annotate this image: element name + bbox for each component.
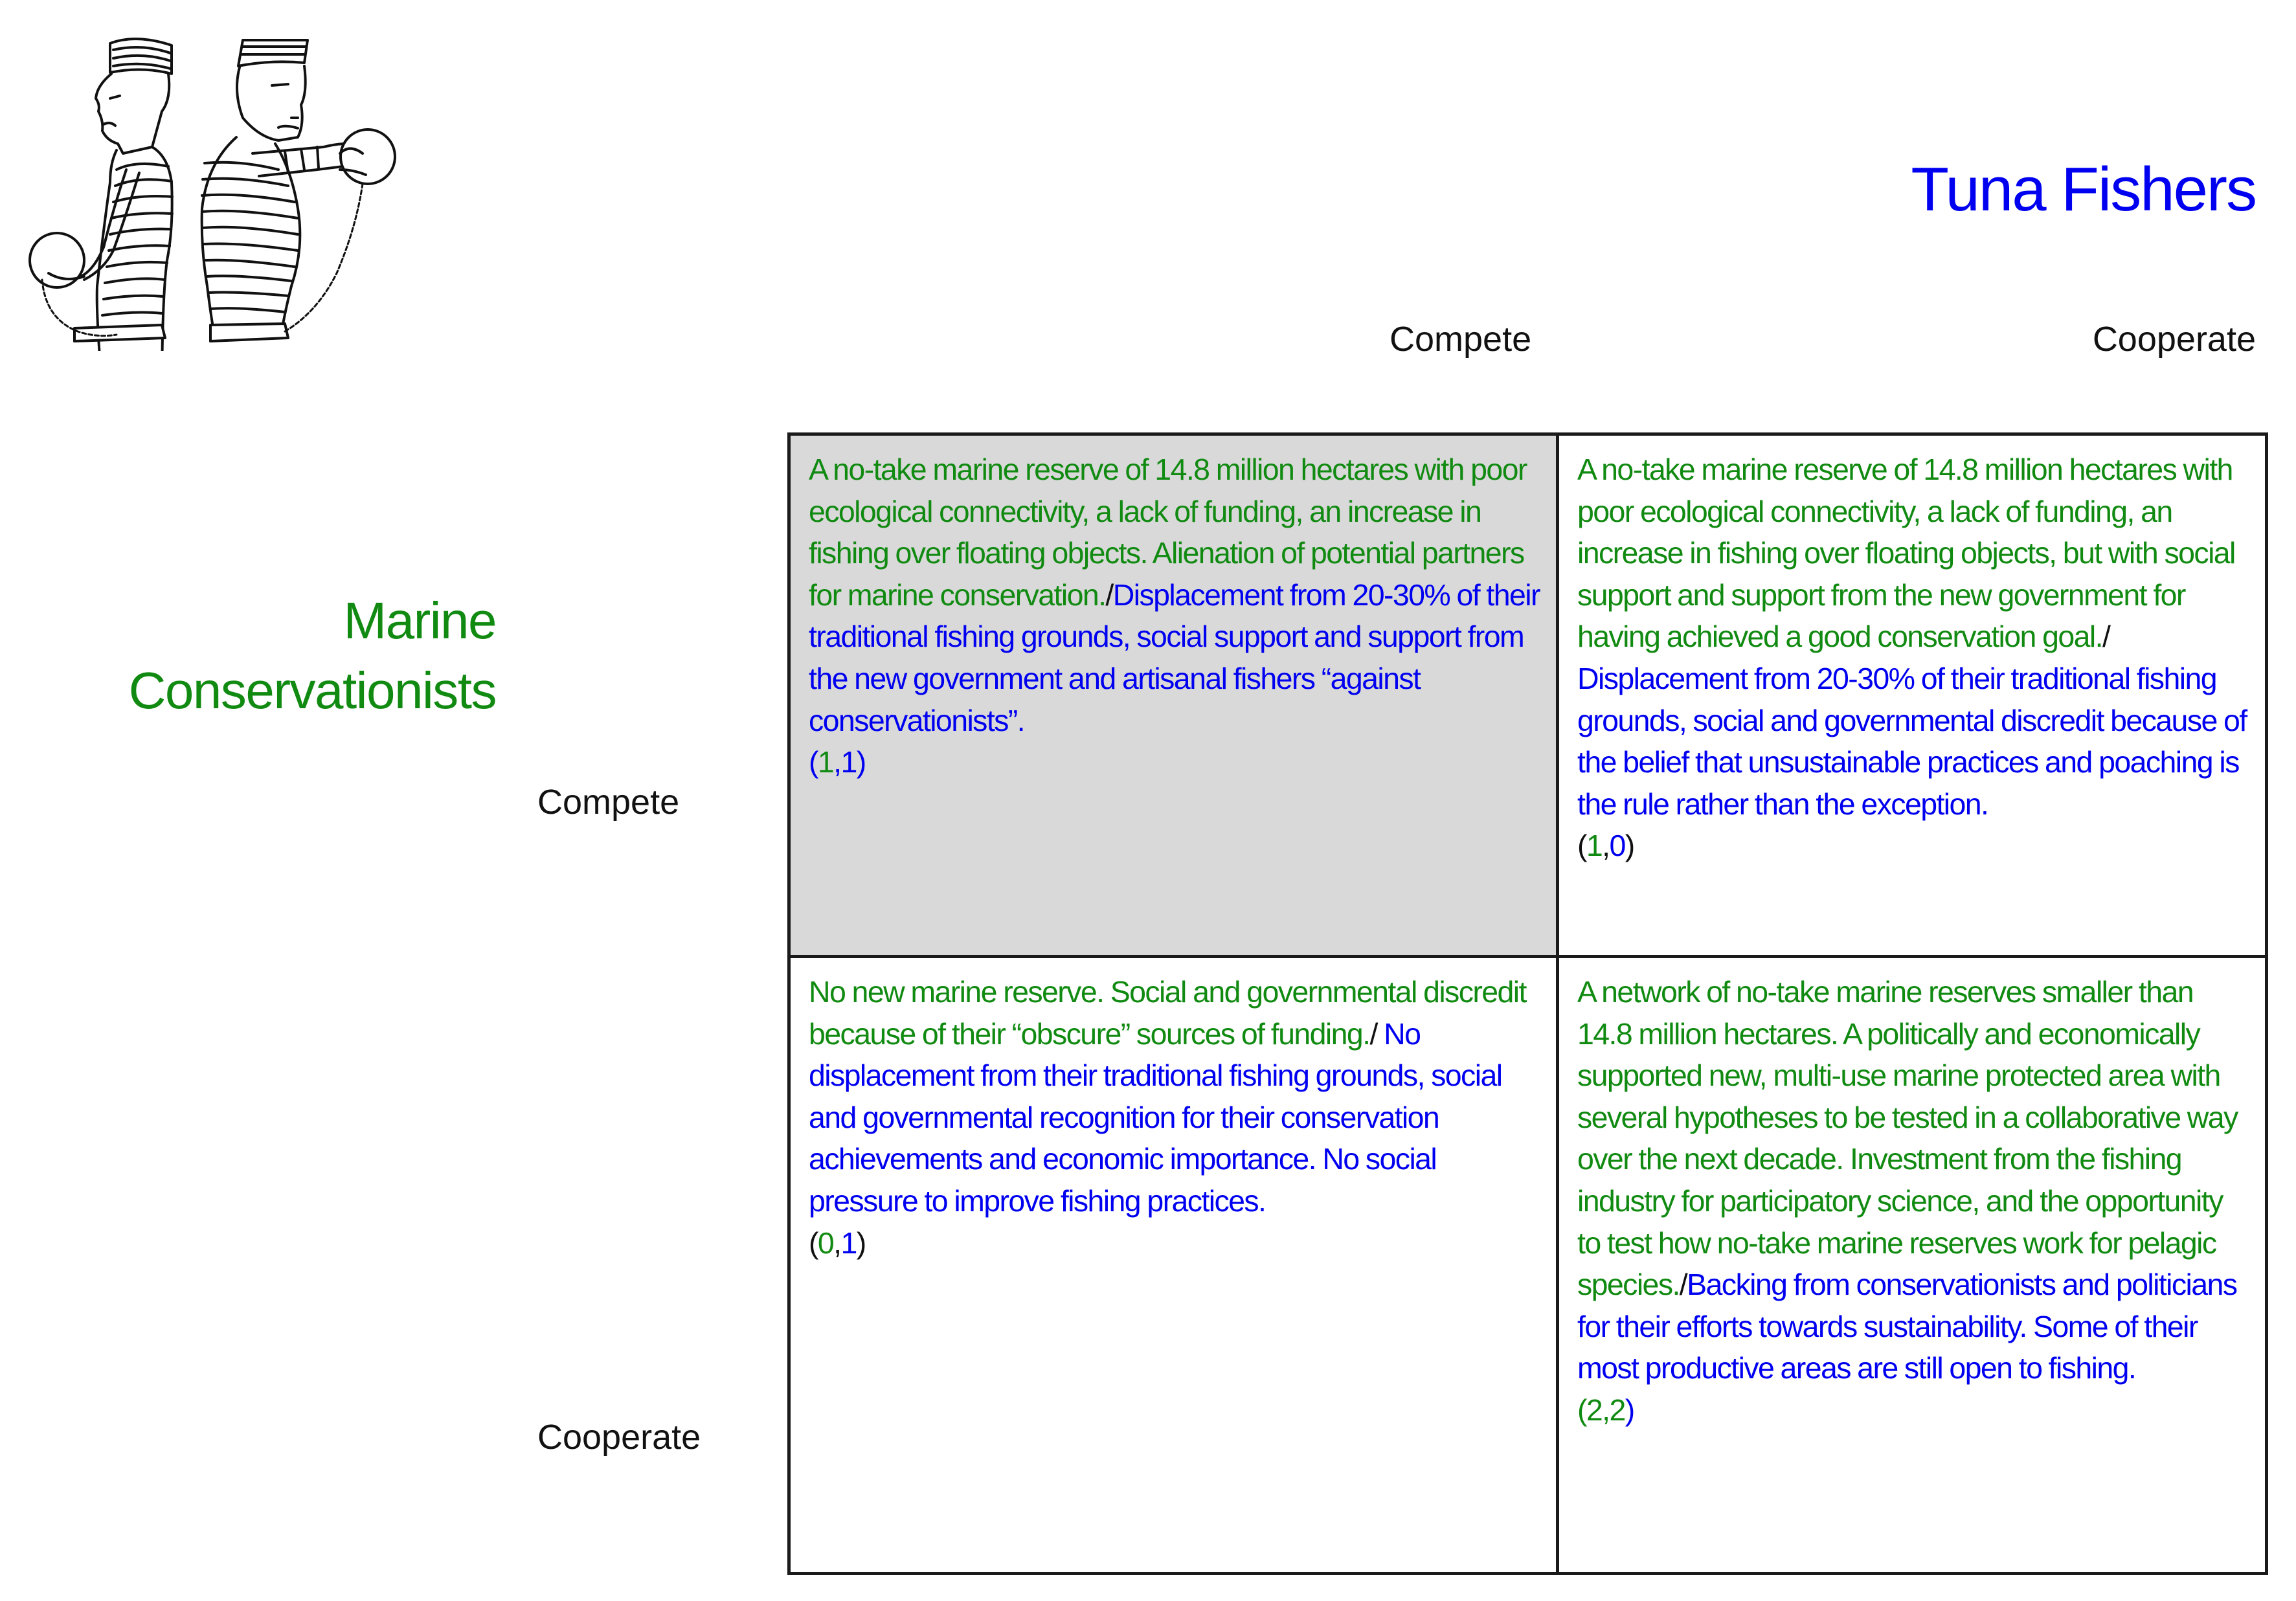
column-player-title: Tuna Fishers xyxy=(1911,155,2256,224)
conservationists-outcome: No new marine reserve. Social and governmental discredit because of their “obscure” sources of funding. xyxy=(809,975,1526,1051)
payoff-fishers: 1 xyxy=(840,1226,857,1260)
left-prisoner-figure xyxy=(30,39,172,351)
prisoners-illustration xyxy=(13,14,401,351)
payoff-open-paren: ( xyxy=(1577,829,1586,863)
fishers-outcome: Backing from conservationists and politicians for their efforts towards sustainability. Some of their most productive areas are still open to fishing. xyxy=(1577,1268,2237,1385)
fishers-outcome: Displacement from 20-30% of their traditional fishing grounds, social support and support from the new government and artisanal fishers “against conservationists”. xyxy=(809,577,1540,737)
payoff-value xyxy=(1577,825,2251,867)
cell-cooperate-cooperate xyxy=(1559,958,2265,1572)
payoff-fishers: 1 xyxy=(840,745,857,779)
column-label-cooperate: Cooperate xyxy=(2092,320,2256,359)
row-label-cooperate: Cooperate xyxy=(537,1418,701,1457)
payoff-comma: , xyxy=(833,1226,841,1260)
row-label-compete: Compete xyxy=(537,783,680,822)
payoff-value xyxy=(809,1222,1542,1264)
payoff-close-paren: ) xyxy=(1625,829,1634,863)
prisoners-icon xyxy=(13,14,401,351)
payoff-comma: , xyxy=(1602,1393,1610,1427)
payoff-open-paren: ( xyxy=(809,1226,818,1260)
outcome-separator: / xyxy=(1369,1016,1377,1051)
payoff-fishers: 0 xyxy=(1609,829,1625,863)
conservationists-outcome: A no-take marine reserve of 14.8 million hectares with poor ecological connectivity, a lack of funding, an increase in fishing over floating objects. Alienation of potential partners for marine conservation. xyxy=(809,453,1527,612)
cell-compete-cooperate xyxy=(1559,436,2265,958)
cell-cooperate-compete xyxy=(791,958,1559,1572)
conservationists-outcome: A no-take marine reserve of 14.8 million hectares with poor ecological connectivity, a lack of funding, an increase in fishing over floating objects, but with social support and support from the new government for having achieved a good conservation goal. xyxy=(1577,453,2235,654)
payoff-conservationists: 1 xyxy=(817,745,834,779)
payoff-open-paren: ( xyxy=(809,745,818,779)
payoff-open-paren: ( xyxy=(1577,1393,1586,1427)
right-prisoner-figure xyxy=(202,40,395,341)
row-player-title-text: Marine Conservationists xyxy=(128,592,496,719)
fishers-outcome: No displacement from their traditional fishing grounds, social and governmental recognition for their conservation achievements and economic importance. No social pressure to improve fishing practices. xyxy=(809,1016,1502,1218)
payoff-conservationists: 1 xyxy=(1586,829,1603,863)
outcome-separator: / xyxy=(1105,577,1113,612)
column-label-compete: Compete xyxy=(1390,320,1532,359)
payoff-conservationists: 2 xyxy=(1586,1393,1603,1427)
payoff-close-paren: ) xyxy=(1625,1393,1634,1427)
payoff-fishers: 2 xyxy=(1609,1393,1625,1427)
payoff-comma: , xyxy=(1602,829,1610,863)
payoff-matrix xyxy=(787,432,2268,1575)
cell-compete-compete xyxy=(791,436,1559,958)
payoff-close-paren: ) xyxy=(856,1226,866,1260)
outcome-separator: / xyxy=(2102,620,2110,654)
payoff-value xyxy=(1577,1389,2251,1431)
payoff-conservationists: 0 xyxy=(817,1226,834,1260)
payoff-value xyxy=(809,741,1542,783)
payoff-comma: , xyxy=(833,745,841,779)
payoff-close-paren: ) xyxy=(856,745,866,779)
conservationists-outcome: A network of no-take marine reserves smaller than 14.8 million hectares. A politically and economically supported new, multi-use marine protected area with several hypotheses to be tested in a collaborative way over the next decade. Investment from the fishing industry for participatory science, and the opportunity to test how no-take marine reserves work for pelagic species. xyxy=(1577,975,2238,1302)
fishers-outcome: Displacement from 20-30% of their traditional fishing grounds, social and governmental discredit because of the belief that unsustainable practices and poaching is the rule rather than the exception. xyxy=(1577,661,2247,821)
outcome-separator: / xyxy=(1679,1268,1687,1302)
row-player-title xyxy=(95,586,496,726)
